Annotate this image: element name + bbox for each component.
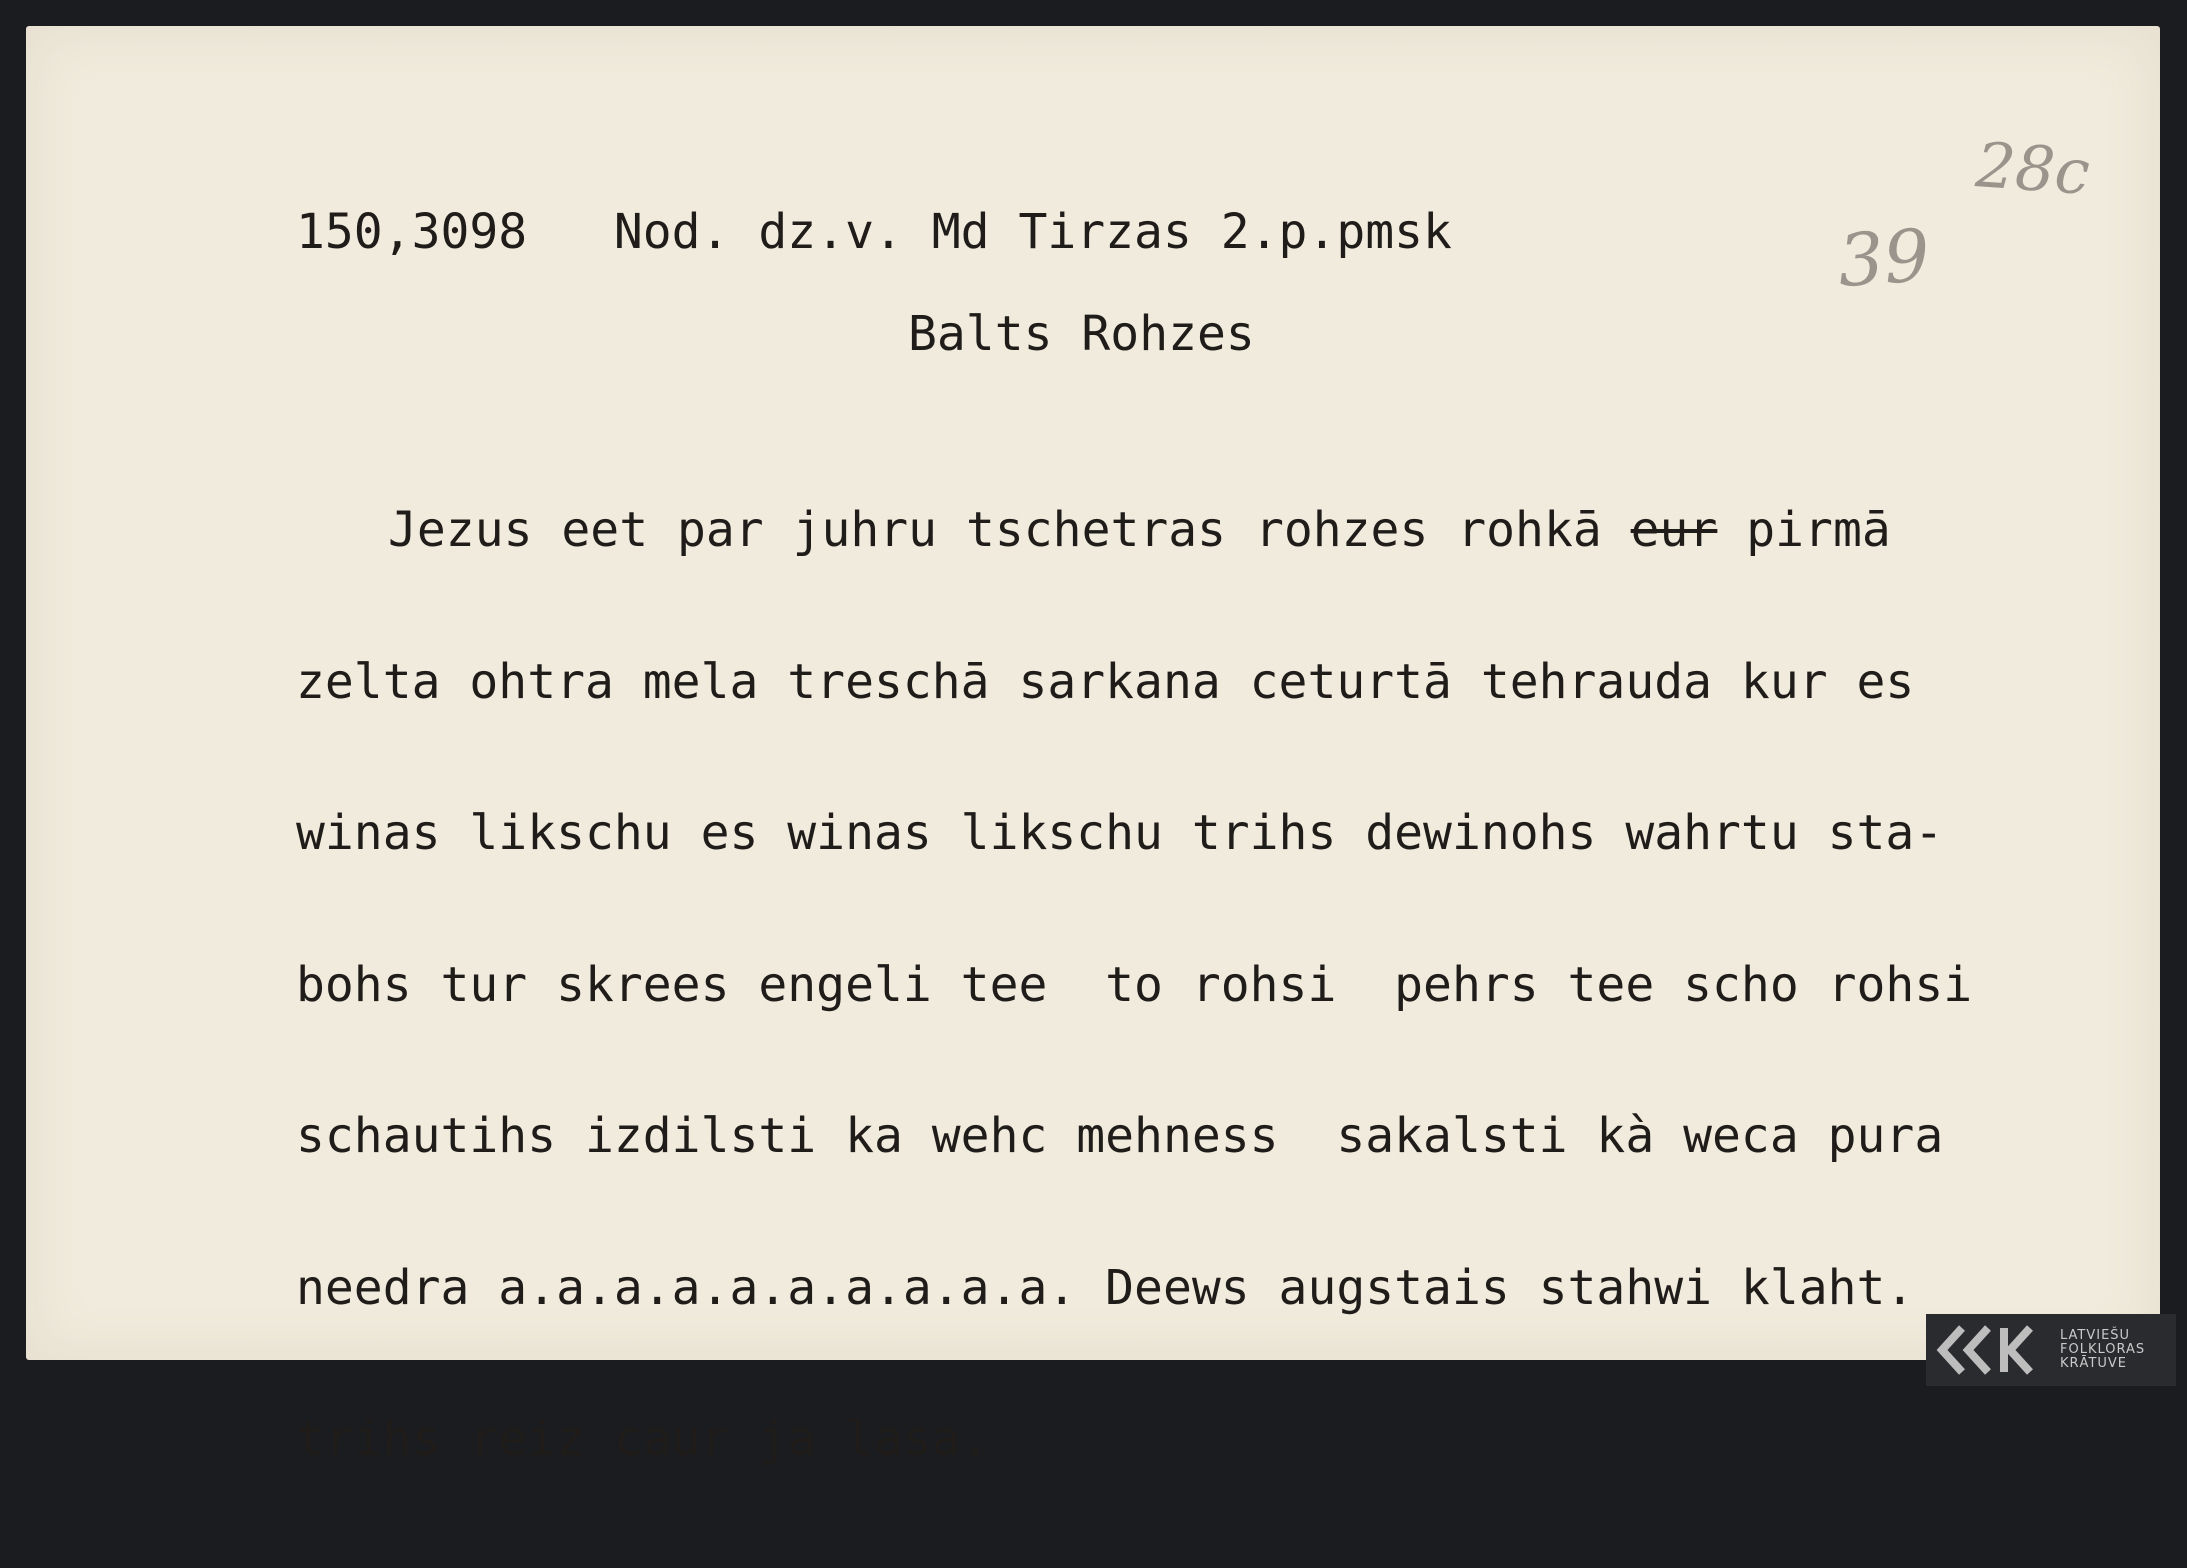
body-line-2: zelta ohtra mela treschā sarkana ceturtā tehrauda kur es xyxy=(296,653,1915,710)
body-line-4: bohs tur skrees engeli tee to rohsi pehrs tee scho rohsi xyxy=(296,956,1973,1013)
handwritten-annotation-number: 39 xyxy=(1835,212,1933,304)
body-line-3: winas likschu es winas likschu trihs dewinohs wahrtu sta- xyxy=(296,805,1944,861)
logo-line-2: FOLKLORAS xyxy=(2060,1342,2146,1357)
card-body xyxy=(296,404,1972,1566)
logo-line-3: KRĀTUVE xyxy=(2060,1356,2128,1371)
body-line-7: trihs reiz caur ja lasa. xyxy=(296,1411,990,1467)
body-line-5: schautihs izdilsti ka wehc mehness sakalsti kà weca pura xyxy=(296,1108,1944,1164)
archive-logo xyxy=(1926,1314,2176,1386)
logo-line-1: LATVIEŠU xyxy=(2060,1328,2131,1343)
body-line-1-text: Jezus eet par juhru tschetras rohzes rohkā xyxy=(388,502,1631,558)
logo-text xyxy=(2060,1329,2145,1371)
struck-word: eur xyxy=(1630,502,1718,558)
body-line-1-tail: pirmā xyxy=(1717,502,1891,558)
body-line-6: needra a.a.a.a.a.a.a.a.a.a. Deews augstais stahwi klaht. xyxy=(296,1259,1915,1316)
card-title: Balts Rohzes xyxy=(908,306,1255,362)
body-line-1 xyxy=(296,502,1972,558)
card-header: 150,3098 Nod. dz.v. Md Tirzas 2.p.pmsk xyxy=(296,204,1452,260)
handwritten-annotation-top: 28c xyxy=(1973,128,2093,209)
lfk-logo-icon xyxy=(1932,1320,2052,1380)
